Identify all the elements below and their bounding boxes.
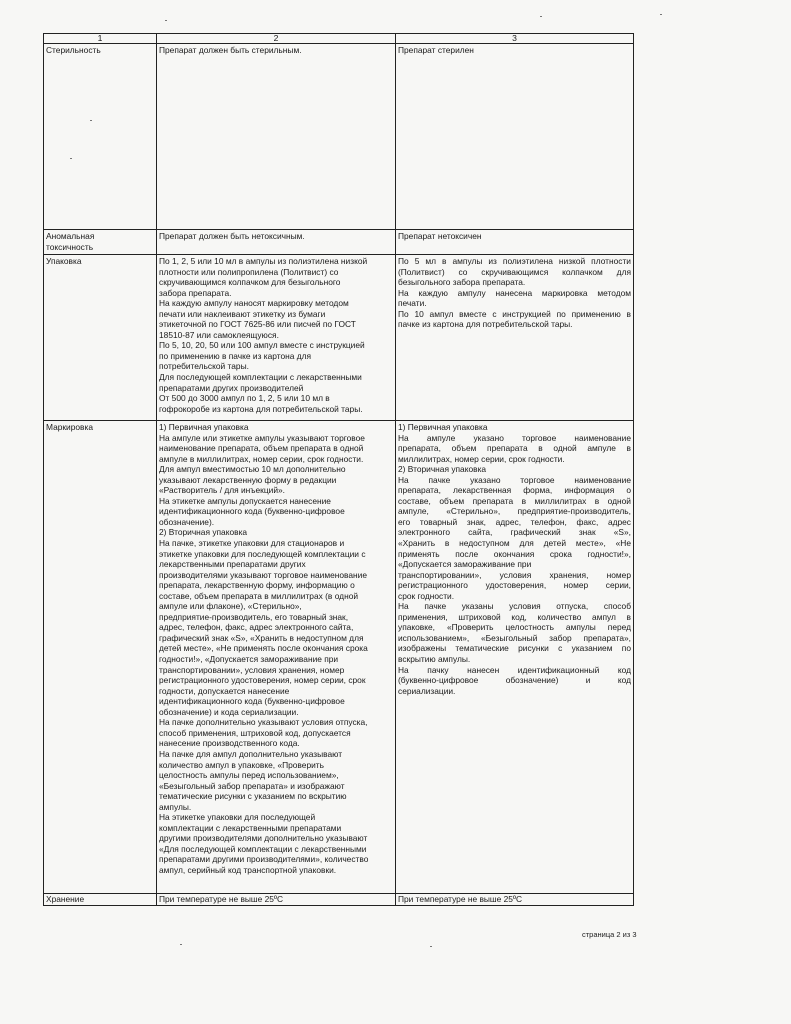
requirement-cell	[157, 44, 396, 230]
requirement-cell	[157, 894, 396, 906]
text-line: сериализации.	[398, 685, 456, 696]
text-line: наименование препарата, объем препарата в одной	[159, 443, 364, 454]
table-row	[44, 421, 634, 894]
text-line: производителями указывают торговое наименование	[159, 569, 368, 580]
text-line: препарата, лекарственную форму, информацию о	[159, 580, 355, 591]
text-line: На пачку нанесен идентификационный код	[398, 664, 631, 675]
text-line: препарата, объем препарата в одной ампуле в	[398, 443, 631, 454]
text-line: 1) Первичная упаковка	[159, 422, 249, 432]
text-line: По 5 мл в ампулы из полиэтилена низкой плотности	[398, 256, 631, 266]
text-line: графический знак «S», «Хранить в недоступном для	[159, 632, 364, 643]
text-line: На каждую ампулу нанесена маркировка методом	[398, 287, 631, 298]
text-line: тематические рисунки с указанием по вскрытию	[159, 791, 347, 802]
text-line: На ампуле или этикетке ампулы указывают торговое	[159, 432, 365, 443]
header-col-2: 2	[157, 34, 396, 44]
text-line: обозначение).	[159, 516, 215, 527]
text-line: Препарат нетоксичен	[398, 231, 482, 241]
text-line: изображены тематические рисунки с указанием по	[398, 643, 631, 654]
text-line: По 5, 10, 20, 50 или 100 ампул вместе с инструкцией	[159, 340, 365, 351]
result-cell	[396, 230, 634, 255]
text-line: транспортировании», условия хранения, номер	[159, 664, 345, 675]
table-row	[44, 44, 634, 230]
scan-speck	[660, 14, 662, 15]
text-line: По 10 ампул вместе с инструкцией по применению в	[398, 308, 631, 319]
text-line: вскрытию ампулы.	[398, 654, 471, 665]
text-line: ампулы.	[159, 801, 192, 812]
requirement-cell	[157, 255, 396, 421]
result-cell	[396, 421, 634, 894]
requirement-cell	[157, 230, 396, 255]
text-line: срок годности.	[398, 590, 455, 601]
text-line: От 500 до 3000 ампул по 1, 2, 5 или 10 мл в	[159, 393, 330, 404]
text-line: способ применения, штриховой код, допускается	[159, 727, 351, 738]
table-row	[44, 894, 634, 906]
text-line: На этикетке упаковки для последующей	[159, 812, 316, 823]
requirement-cell	[157, 421, 396, 894]
text-line: На пачке для ампул дополнительно указывают	[159, 748, 343, 759]
text-line: препаратами другими производителями», количество	[159, 854, 369, 865]
text-line: применения, штриховой код, количество ампул в	[398, 611, 631, 622]
text-line: использованием», «Безыгольный забор препарата»,	[398, 632, 631, 643]
text-line: пачке из картона для потребительской тары.	[398, 319, 573, 330]
text-line: гофрокоробе из картона для потребительской тары.	[159, 403, 363, 414]
text-line: регистрационного удостоверения, номер серии,	[398, 580, 631, 591]
text-line: другими производителями дополнительно указывают	[159, 833, 368, 844]
text-line: количество ампул в упаковке, «Проверить	[159, 759, 324, 770]
text-line: токсичность	[46, 241, 94, 252]
text-line: печати.	[398, 298, 427, 309]
text-line: На пачке указано торговое наименование	[398, 474, 631, 485]
text-line: ампуле или флаконе), «Стерильно»,	[159, 601, 302, 612]
text-line: потребительской тары.	[159, 361, 249, 372]
text-line: целостность ампулы перед использованием»,	[159, 770, 339, 781]
text-line: забора препарата.	[159, 287, 232, 298]
text-line: «Для последующей комплектации с лекарственными	[159, 843, 367, 854]
text-line: На этикетке ампулы допускается нанесение	[159, 495, 331, 506]
text-line: лекарственными препаратами других	[159, 559, 306, 570]
text-line: безыгольного забора препарата.	[398, 277, 526, 288]
text-line: этикеточной по ГОСТ 7625-86 или писчей по ГОСТ	[159, 319, 356, 330]
text-line: На ампуле указано торговое наименование	[398, 432, 631, 443]
text-line: этикетке упаковки для последующей комплектации с	[159, 548, 366, 559]
indicator-name: Маркировка	[44, 421, 157, 894]
text-line: регистрационного удостоверения, номер серии, срок	[159, 675, 366, 686]
text-line: При температуре не выше 25ºС	[159, 895, 284, 904]
scan-speck	[540, 16, 542, 17]
text-line: (буквенно-цифровое обозначение) и код	[398, 675, 631, 686]
text-line: Препарат должен быть нетоксичным.	[159, 231, 305, 241]
text-line: «Допускается замораживание при	[398, 559, 532, 570]
text-line: Аномальная	[46, 231, 95, 241]
indicator-name	[44, 230, 157, 255]
text-line: комплектации с лекарственными препаратами	[159, 822, 342, 833]
text-line: детей месте», «Не применять после окончания срока	[159, 643, 368, 654]
text-line: «Хранить в недоступном для детей месте», «Не	[398, 538, 631, 549]
text-line: 18510-87 или самоклеящуюся.	[159, 329, 279, 340]
specification-table	[43, 33, 634, 906]
indicator-name: Упаковка	[44, 255, 157, 421]
text-line: На каждую ампулу наносят маркировку методом	[159, 298, 349, 309]
text-line: «Безыгольный забор препарата» и изображают	[159, 780, 345, 791]
text-line: скручивающимся колпачком для безыгольного	[159, 277, 341, 288]
text-line: плотности или полипропилена (Политвист) со	[159, 266, 339, 277]
header-col-1: 1	[44, 34, 157, 44]
text-line: годности!», «Допускается замораживание при	[159, 654, 339, 665]
text-line: На пачке, этикетке упаковки для стационаров и	[159, 538, 345, 549]
table-row	[44, 255, 634, 421]
text-line: составе, объем препарата в миллилитрах (в одной	[159, 590, 359, 601]
text-line: При температуре не выше 25ºС	[398, 895, 523, 904]
text-line: миллилитрах, номер серии, срок годности.	[398, 453, 565, 464]
text-line: обозначение) и кода сериализации.	[159, 706, 299, 717]
table-header-row	[44, 34, 634, 44]
result-cell	[396, 255, 634, 421]
scan-speck	[165, 20, 167, 21]
scan-speck	[180, 944, 182, 945]
text-line: применять после окончания срока годности!»,	[398, 548, 631, 559]
result-cell	[396, 894, 634, 906]
text-line: нанесение производственного кода.	[159, 738, 300, 749]
scan-speck	[70, 158, 72, 159]
text-line: транспортировании», условия хранения, номер	[398, 569, 631, 580]
text-line: На пачке указаны условия отпуска, способ	[398, 601, 631, 612]
text-line: (Политвист) со скручивающимся колпачком для	[398, 266, 631, 277]
scan-speck	[430, 946, 432, 947]
text-line: ампуле, «Стерильно», предприятие-производитель,	[398, 506, 631, 517]
text-line: ампуле в миллилитрах, номер серии, срок годности.	[159, 453, 364, 464]
text-line: Препарат стерилен	[398, 45, 474, 55]
text-line: адрес, телефон, факс, адрес электронного сайта,	[159, 622, 354, 633]
text-line: годности, допускается нанесение	[159, 685, 290, 696]
text-line: Препарат должен быть стерильным.	[159, 45, 302, 55]
table-row	[44, 230, 634, 255]
text-line: идентификационного кода (буквенно-цифровое	[159, 506, 345, 517]
text-line: 2) Вторичная упаковка	[159, 527, 248, 538]
text-line: предприятие-производитель, его товарный знак,	[159, 611, 349, 622]
text-line: указывают лекарственную форму в редакции	[159, 474, 337, 485]
indicator-name: Стерильность	[44, 44, 157, 230]
text-line: составе, объем препарата в миллилитрах в одной	[398, 495, 631, 506]
text-line: по применению в пачке из картона для	[159, 350, 312, 361]
text-line: его товарный знак, адрес, телефон, факс, адрес	[398, 516, 631, 527]
text-line: По 1, 2, 5 или 10 мл в ампулы из полиэтилена низкой	[159, 256, 368, 266]
text-line: препарата, лекарственная форма, информация о	[398, 485, 631, 496]
text-line: упаковке, «Проверить целостность ампулы перед	[398, 622, 631, 633]
text-line: 1) Первичная упаковка	[398, 422, 488, 432]
indicator-name: Хранение	[44, 894, 157, 906]
text-line: ампул, серийный код транспортной упаковки.	[159, 864, 337, 875]
text-line: На пачке дополнительно указывают условия отпуска,	[159, 717, 368, 728]
text-line: Для ампул вместимостью 10 мл дополнительно	[159, 464, 346, 475]
text-line: «Растворитель / для инъекций».	[159, 485, 285, 496]
text-line: Для последующей комплектации с лекарственными	[159, 372, 362, 383]
header-col-3: 3	[396, 34, 634, 44]
page-number: страница 2 из 3	[582, 930, 637, 939]
scan-speck	[90, 120, 92, 121]
result-cell	[396, 44, 634, 230]
text-line: идентификационного кода (буквенно-цифровое	[159, 696, 345, 707]
text-line: препаратами других производителей	[159, 382, 304, 393]
text-line: электронного сайта, графический знак «S»,	[398, 527, 631, 538]
text-line: 2) Вторичная упаковка	[398, 464, 487, 475]
text-line: печати или наклеивают этикетку из бумаги	[159, 308, 326, 319]
